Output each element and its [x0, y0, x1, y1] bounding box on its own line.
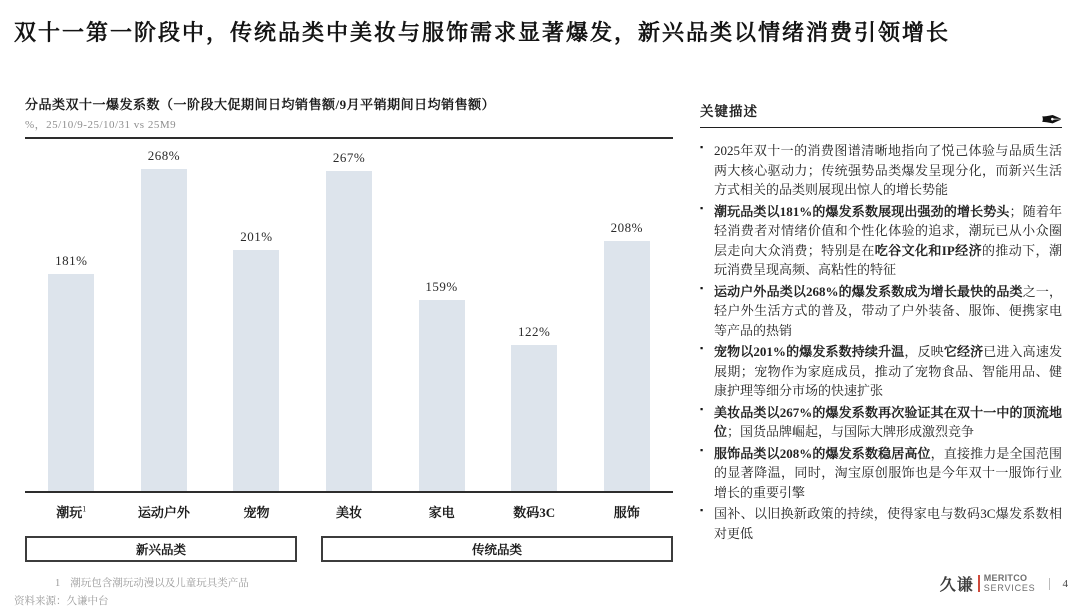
- bullet-marker-icon: ▪: [700, 202, 704, 213]
- category-groups: [25, 536, 673, 562]
- key-note-text: ，反映: [904, 344, 944, 359]
- footnote-text: 潮玩包含潮玩动漫以及儿童玩具类产品: [70, 578, 249, 589]
- key-notes-list: [700, 141, 1062, 543]
- key-notes-title: 关键描述: [700, 104, 758, 119]
- company-logo-en: [984, 574, 1036, 593]
- key-note-item: [700, 202, 1062, 280]
- bullet-marker-icon: ▪: [700, 282, 704, 293]
- chart-section: [14, 94, 673, 608]
- bar-value-label: 201%: [240, 229, 273, 244]
- pen-icon: ✒: [1040, 105, 1064, 136]
- chart-title: 分品类双十一爆发系数（一阶段大促期间日均销售额/9月平销期间日均销售额）: [25, 97, 496, 112]
- key-note-text: 的推动下，潮玩消费呈现高频、高粘性的特征: [714, 242, 1062, 277]
- bar: [141, 169, 187, 491]
- key-note-item: [700, 403, 1062, 442]
- chart-footnote: [25, 575, 673, 590]
- key-note-text: 美妆品类以267%的爆发系数再次验证其在双十一中的顶流地位: [714, 404, 1062, 439]
- footer: [940, 572, 1068, 595]
- key-note-text: 潮玩品类以181%的爆发系数展现出强劲的增长势头: [714, 203, 1010, 219]
- bar-column: [210, 139, 303, 491]
- key-note-text: 已进入高速发展期；宠物作为家庭成员，推动了宠物食品、智能用品、健康护理等细分市场的快速扩张: [714, 344, 1062, 398]
- footnote-marker: 1: [55, 578, 61, 589]
- category-label: 家电: [428, 505, 455, 520]
- key-note-item: [700, 342, 1062, 401]
- bar-column: [488, 139, 581, 491]
- chart-category-labels: [25, 502, 673, 521]
- bar-column: [118, 139, 211, 491]
- key-note-text: 2025年双十一的消费图谱清晰地指向了悦己体验与品质生活两大核心驱动力；传统强势品类爆发呈现分化，而新兴生活方式相关的品类则展现出惊人的增长势能: [714, 143, 1062, 197]
- bar-column: [580, 139, 673, 491]
- key-note-text: ；随着年轻消费者对情绪价值和个性化体验的追求，潮玩已从小众圈层走向大众消费；特别是在: [714, 203, 1062, 258]
- logo-line2: SERVICES: [983, 582, 1036, 593]
- category-label: 运动户外: [137, 505, 190, 520]
- page-title: 双十一第一阶段中，传统品类中美妆与服饰需求显著爆发，新兴品类以情绪消费引领增长: [14, 20, 951, 45]
- bar-column: [303, 139, 396, 491]
- category-label: 服饰: [613, 505, 640, 520]
- key-note-text: ；国货品牌崛起，与国际大牌形成激烈竞争: [727, 424, 975, 439]
- group-box: 新兴品类: [25, 536, 297, 562]
- key-note-item: [700, 444, 1062, 503]
- key-note-text: 服饰品类以208%的爆发系数稳居高位: [714, 445, 931, 461]
- key-note-text: 之一，轻户外生活方式的普及，带动了户外装备、服饰、便携家电等产品的热销: [714, 283, 1062, 338]
- page-number: 4: [1062, 577, 1068, 590]
- company-logo: 久谦: [939, 577, 974, 594]
- bar: [511, 345, 557, 491]
- bar-value-label: 268%: [147, 148, 181, 163]
- bar-value-label: 159%: [425, 279, 458, 294]
- category-label: 美妆: [336, 505, 363, 520]
- key-notes-header: [700, 100, 1064, 136]
- bullet-marker-icon: ▪: [700, 343, 704, 353]
- bullet-marker-icon: ▪: [700, 142, 704, 152]
- bar: [419, 300, 465, 491]
- bullet-marker-icon: ▪: [700, 505, 704, 515]
- key-note-text: 吃谷文化和IP经济: [874, 242, 982, 258]
- key-note-text: ，直接推力是全国范围的显著降温，同时，淘宝原创服饰也是今年双十一服饰行业增长的重要引擎: [714, 445, 1062, 500]
- logo-accent-bar: [978, 575, 980, 592]
- key-note-text: 宠物以201%的爆发系数持续升温: [714, 344, 905, 359]
- key-note-text: 它经济: [943, 344, 984, 359]
- key-notes-section: [700, 100, 1062, 545]
- bar: [604, 241, 650, 491]
- bar: [48, 274, 94, 491]
- key-note-text: 国补、以旧换新政策的持续，使得家电与数码3C爆发系数相对更低: [714, 506, 1062, 541]
- bar-value-label: 267%: [332, 150, 366, 165]
- footer-divider: [1049, 578, 1050, 590]
- bar: [233, 250, 279, 491]
- bar: [326, 171, 372, 491]
- category-label: 潮玩$^1$: [56, 504, 87, 520]
- bullet-marker-icon: ▪: [700, 444, 704, 455]
- bullet-marker-icon: ▪: [700, 403, 704, 414]
- bar-column: [395, 139, 488, 491]
- key-note-text: 运动户外品类以268%的爆发系数成为增长最快的品类: [714, 283, 1023, 299]
- key-note-item: [700, 504, 1062, 543]
- chart-subtitle: %，25/10/9-25/10/31 vs 25M9: [25, 119, 177, 131]
- logo-line1: MERITCO: [983, 573, 1028, 584]
- group-box: 传统品类: [321, 536, 673, 562]
- bar-column: [25, 139, 118, 491]
- bar-value-label: 122%: [518, 324, 551, 339]
- key-note-item: [700, 141, 1062, 200]
- bar-value-label: 181%: [55, 253, 88, 268]
- category-label: 宠物: [243, 505, 270, 520]
- chart-plot: [25, 137, 673, 493]
- key-note-item: [700, 282, 1062, 341]
- bar-value-label: 208%: [610, 220, 643, 235]
- category-label: 数码3C: [513, 505, 556, 520]
- source-line: 资料来源：久谦中台: [14, 596, 109, 607]
